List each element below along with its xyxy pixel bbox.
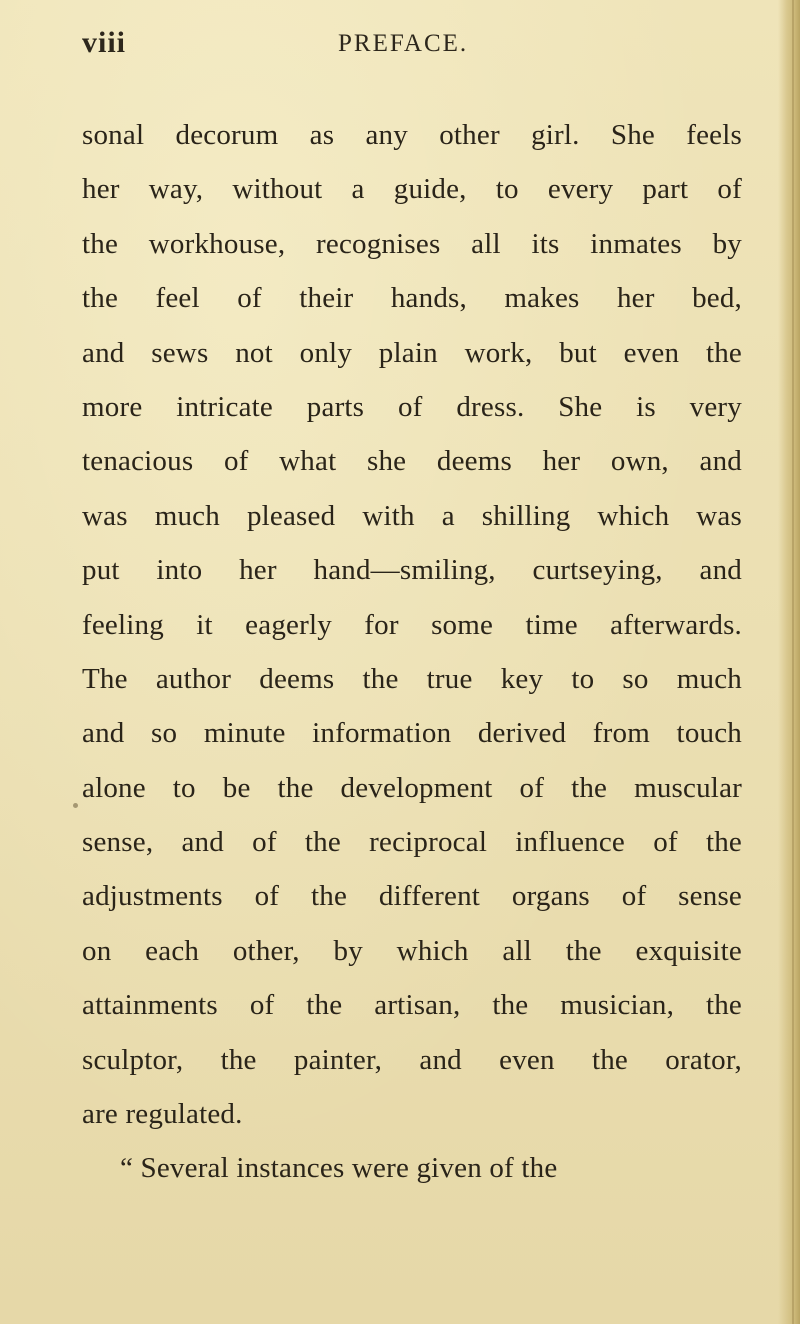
- text-line: and so minute information derived from touch: [82, 717, 742, 750]
- text-line: “ Several instances were given of the: [120, 1152, 558, 1185]
- page-edge: [778, 0, 800, 1324]
- text-line: feeling it eagerly for some time afterwards.: [82, 608, 742, 641]
- text-line: and sews not only plain work, but even the: [82, 336, 742, 369]
- text-line: adjustments of the different organs of sense: [82, 880, 742, 913]
- text-line: was much pleased with a shilling which was: [82, 499, 742, 532]
- body-text: [82, 108, 742, 1196]
- running-head: [82, 26, 742, 66]
- text-line: put into her hand—smiling, curtseying, and: [82, 554, 742, 587]
- text-line: sculptor, the painter, and even the orator,: [82, 1043, 742, 1076]
- text-line: tenacious of what she deems her own, and: [82, 445, 742, 478]
- text-line: more intricate parts of dress. She is very: [82, 390, 742, 423]
- text-line: her way, without a guide, to every part of: [82, 173, 742, 206]
- page-edge-line: [792, 0, 794, 1324]
- page-number: viii: [82, 26, 127, 59]
- text-line: the feel of their hands, makes her bed,: [82, 282, 742, 315]
- text-line: sense, and of the reciprocal influence of the: [82, 826, 742, 859]
- ink-speck: [73, 803, 78, 808]
- running-title: PREFACE.: [338, 30, 469, 57]
- text-line: the workhouse, recognises all its inmates by: [82, 227, 742, 260]
- text-line: are regulated.: [82, 1098, 243, 1131]
- text-line: on each other, by which all the exquisite: [82, 934, 742, 967]
- text-line: sonal decorum as any other girl. She feels: [82, 119, 742, 151]
- text-line: attainments of the artisan, the musician, the: [82, 989, 742, 1022]
- text-line: alone to be the development of the muscular: [82, 771, 742, 804]
- text-line: The author deems the true key to so much: [82, 662, 742, 695]
